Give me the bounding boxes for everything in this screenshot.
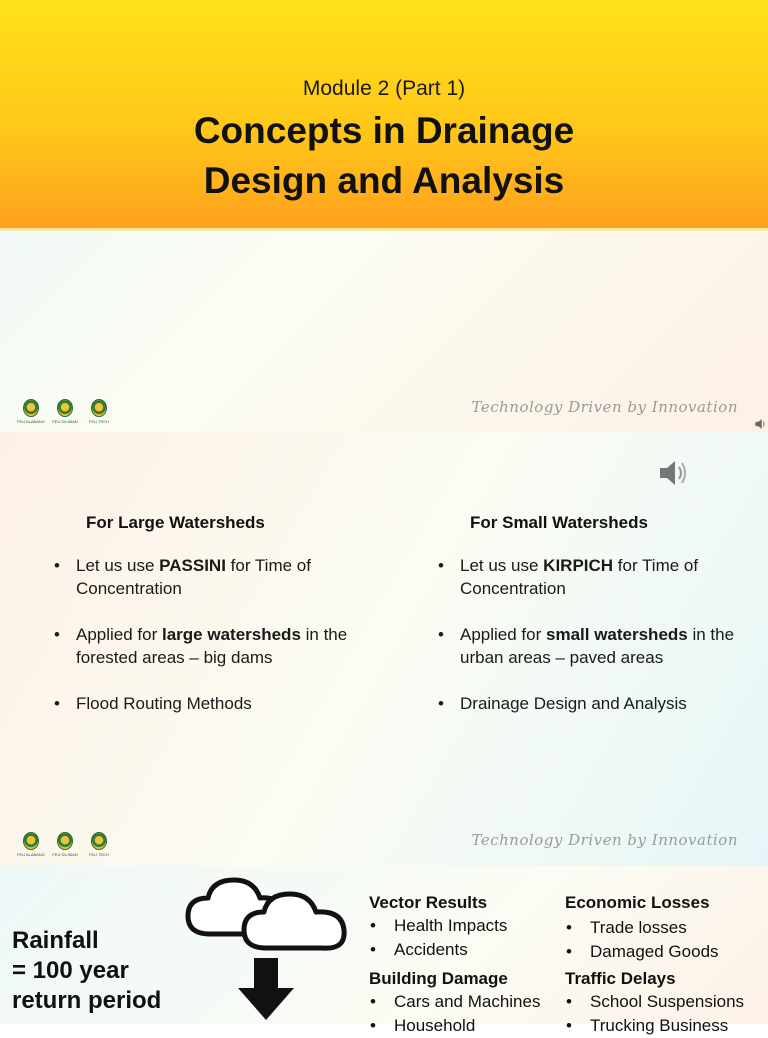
slide-watersheds <box>0 432 768 866</box>
cloud-icon <box>182 872 352 956</box>
list-item: • Household <box>366 1014 540 1038</box>
list-item: • School Suspensions <box>562 990 744 1014</box>
list-item: • Let us use KIRPICH for Time of Concentration <box>438 554 753 600</box>
list-item: • Flood Routing Methods <box>54 692 374 715</box>
arrow-down-icon <box>236 958 296 1024</box>
large-watersheds-list <box>54 554 374 738</box>
list-item: • Applied for small watersheds in the urban areas – paved areas <box>438 623 753 669</box>
list-item: • Trucking Business <box>562 1014 744 1038</box>
logo-feu-alabang: FEU ALABANG <box>18 832 44 857</box>
logo-feu-tech: FEU TECH <box>86 399 112 424</box>
speaker-icon[interactable] <box>658 457 692 489</box>
economic-losses-heading: Economic Losses <box>565 893 710 912</box>
seal-icon <box>57 399 73 417</box>
slide-title <box>0 0 768 432</box>
list-item: • Applied for large watersheds in the forested areas – big dams <box>54 623 374 669</box>
seal-icon <box>91 399 107 417</box>
speaker-icon[interactable] <box>754 417 768 431</box>
large-watersheds-heading: For Large Watersheds <box>86 513 265 532</box>
seal-icon <box>57 832 73 850</box>
tagline: Technology Driven by Innovation <box>471 398 738 416</box>
vector-results-heading: Vector Results <box>369 893 488 912</box>
vector-results-list <box>366 914 507 962</box>
main-title <box>0 106 768 206</box>
list-item: • Drainage Design and Analysis <box>438 692 753 715</box>
building-damage-heading: Building Damage <box>369 969 508 988</box>
logo-feu-tech: FEU TECH <box>86 832 112 857</box>
building-damage-list <box>366 990 540 1038</box>
list-item: • Let us use PASSINI for Time of Concentration <box>54 554 374 600</box>
title-line-1: Concepts in Drainage <box>193 110 575 151</box>
list-item: • Damaged Goods <box>562 940 719 964</box>
footer-logos <box>18 832 112 857</box>
small-watersheds-heading: For Small Watersheds <box>470 513 648 532</box>
logo-feu-diliman: FEU DILIMAN <box>52 399 78 424</box>
seal-icon <box>91 832 107 850</box>
module-label: Module 2 (Part 1) <box>302 77 466 100</box>
tagline: Technology Driven by Innovation <box>471 831 738 849</box>
list-item: • Accidents <box>366 938 507 962</box>
list-item: • Health Impacts <box>366 914 507 938</box>
logo-feu-diliman: FEU DILIMAN <box>52 832 78 857</box>
traffic-delays-heading: Traffic Delays <box>565 969 676 988</box>
slide-flood-impacts <box>0 866 768 1035</box>
economic-losses-list <box>562 916 719 964</box>
list-item: • Cars and Machines <box>366 990 540 1014</box>
list-item: • Trade losses <box>562 916 719 940</box>
footer-logos <box>18 399 112 424</box>
seal-icon <box>23 832 39 850</box>
seal-icon <box>23 399 39 417</box>
logo-feu-alabang: FEU ALABANG <box>18 399 44 424</box>
rainfall-title: Rainfall = 100 year return period <box>12 927 162 1014</box>
traffic-delays-list <box>562 990 744 1038</box>
small-watersheds-list <box>438 554 753 738</box>
title-line-2: Design and Analysis <box>203 160 565 201</box>
